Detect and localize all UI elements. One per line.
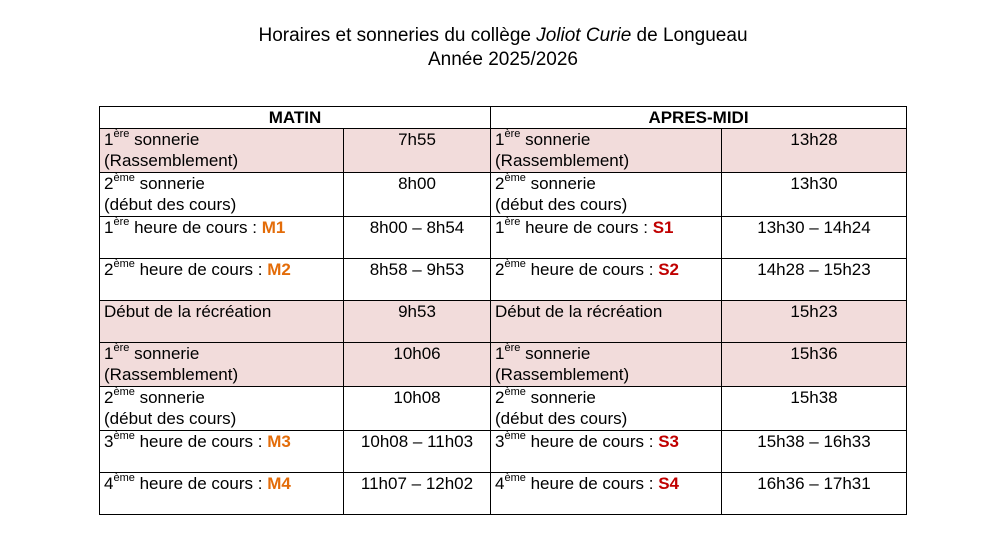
afternoon-time-cell: 15h38: [722, 387, 907, 431]
ordinal-suffix: ème: [113, 172, 135, 185]
morning-time-cell: 10h08 – 11h03: [344, 431, 491, 473]
ordinal-number: 2: [104, 174, 114, 193]
ordinal-suffix: ère: [504, 216, 521, 229]
class-code: M2: [267, 260, 291, 279]
ordinal-suffix: ème: [504, 472, 526, 485]
bell-detail: (Rassemblement): [495, 365, 630, 384]
ordinal-suffix: ème: [113, 430, 135, 443]
morning-time-cell: 10h08: [344, 387, 491, 431]
morning-label-cell: [100, 259, 344, 301]
ordinal-number: 3: [104, 432, 114, 451]
bell-detail: (début des cours): [495, 195, 628, 214]
morning-label-cell: [100, 129, 344, 173]
morning-label-cell: [100, 387, 344, 431]
title-prefix: Horaires et sonneries du collège: [258, 25, 537, 46]
morning-time-cell: 11h07 – 12h02: [344, 473, 491, 515]
morning-time-cell: 8h58 – 9h53: [344, 259, 491, 301]
morning-time-cell: 8h00 – 8h54: [344, 217, 491, 259]
afternoon-header: APRES-MIDI: [491, 107, 907, 129]
ordinal-number: 2: [104, 388, 114, 407]
morning-label-cell: [100, 301, 344, 343]
title-school-name: Joliot Curie: [536, 25, 632, 46]
schedule-table: [99, 106, 907, 515]
bell-detail: (début des cours): [104, 195, 237, 214]
document-title: [0, 24, 1006, 72]
afternoon-time-cell: 13h30 – 14h24: [722, 217, 907, 259]
morning-header: MATIN: [100, 107, 491, 129]
table-row: [100, 301, 907, 343]
class-label: heure de cours :: [134, 474, 268, 493]
afternoon-time-cell: 15h23: [722, 301, 907, 343]
ordinal-suffix: ème: [113, 386, 135, 399]
ordinal-suffix: ère: [504, 128, 521, 141]
event-label: Début de la récréation: [104, 302, 272, 321]
morning-time-cell: 10h06: [344, 343, 491, 387]
ordinal-number: 2: [495, 174, 505, 193]
morning-time-cell: 7h55: [344, 129, 491, 173]
bell-detail: (début des cours): [104, 409, 237, 428]
ordinal-number: 3: [495, 432, 505, 451]
afternoon-label-cell: [491, 431, 722, 473]
class-label: heure de cours :: [520, 218, 653, 237]
ordinal-number: 4: [104, 474, 114, 493]
class-label: heure de cours :: [525, 260, 659, 279]
bell-label: sonnerie: [520, 344, 591, 363]
bell-label: sonnerie: [129, 130, 200, 149]
bell-label: sonnerie: [129, 344, 200, 363]
class-label: heure de cours :: [129, 218, 262, 237]
table-row: [100, 473, 907, 515]
ordinal-number: 2: [495, 388, 505, 407]
bell-label: sonnerie: [525, 388, 596, 407]
morning-label-cell: [100, 343, 344, 387]
morning-label-cell: [100, 431, 344, 473]
ordinal-suffix: ère: [113, 216, 130, 229]
table-row: [100, 387, 907, 431]
ordinal-suffix: ème: [504, 172, 526, 185]
ordinal-suffix: ème: [113, 472, 135, 485]
class-label: heure de cours :: [134, 260, 268, 279]
ordinal-suffix: ème: [504, 430, 526, 443]
ordinal-suffix: ème: [113, 258, 135, 271]
afternoon-label-cell: [491, 173, 722, 217]
ordinal-number: 2: [495, 260, 505, 279]
class-label: heure de cours :: [134, 432, 268, 451]
ordinal-suffix: ère: [113, 128, 130, 141]
class-label: heure de cours :: [525, 474, 659, 493]
afternoon-label-cell: [491, 129, 722, 173]
bell-detail: (début des cours): [495, 409, 628, 428]
ordinal-number: 4: [495, 474, 505, 493]
morning-label-cell: [100, 473, 344, 515]
title-line-2: Année 2025/2026: [427, 49, 579, 70]
table-row: [100, 217, 907, 259]
afternoon-time-cell: 13h28: [722, 129, 907, 173]
bell-label: sonnerie: [134, 174, 205, 193]
class-code: S1: [652, 218, 674, 237]
class-code: M1: [261, 218, 286, 237]
afternoon-time-cell: 15h36: [722, 343, 907, 387]
bell-detail: (Rassemblement): [104, 151, 239, 170]
ordinal-number: 1: [495, 218, 505, 237]
class-code: M4: [267, 474, 291, 493]
ordinal-number: 1: [104, 218, 114, 237]
bell-detail: (Rassemblement): [495, 151, 630, 170]
afternoon-label-cell: [491, 387, 722, 431]
bell-detail: (Rassemblement): [104, 365, 239, 384]
bell-label: sonnerie: [134, 388, 205, 407]
ordinal-number: 1: [495, 130, 505, 149]
header-row: [100, 107, 907, 129]
class-label: heure de cours :: [525, 432, 659, 451]
afternoon-time-cell: 16h36 – 17h31: [722, 473, 907, 515]
event-label: Début de la récréation: [495, 302, 663, 321]
afternoon-time-cell: 13h30: [722, 173, 907, 217]
ordinal-suffix: ère: [504, 342, 521, 355]
afternoon-label-cell: [491, 343, 722, 387]
table-row: [100, 129, 907, 173]
bell-label: sonnerie: [525, 174, 596, 193]
afternoon-label-cell: [491, 217, 722, 259]
ordinal-number: 1: [495, 344, 505, 363]
afternoon-time-cell: 14h28 – 15h23: [722, 259, 907, 301]
table-row: [100, 343, 907, 387]
morning-label-cell: [100, 217, 344, 259]
class-code: M3: [267, 432, 291, 451]
class-code: S2: [658, 260, 679, 279]
afternoon-time-cell: 15h38 – 16h33: [722, 431, 907, 473]
table-row: [100, 173, 907, 217]
table-row: [100, 431, 907, 473]
morning-time-cell: 9h53: [344, 301, 491, 343]
morning-time-cell: 8h00: [344, 173, 491, 217]
ordinal-number: 2: [104, 260, 114, 279]
title-line-1: [0, 24, 1006, 48]
bell-label: sonnerie: [520, 130, 591, 149]
ordinal-suffix: ère: [113, 342, 130, 355]
ordinal-number: 1: [104, 344, 114, 363]
class-code: S3: [658, 432, 679, 451]
morning-label-cell: [100, 173, 344, 217]
title-suffix: de Longueau: [631, 25, 748, 46]
ordinal-suffix: ème: [504, 386, 526, 399]
class-code: S4: [658, 474, 679, 493]
ordinal-suffix: ème: [504, 258, 526, 271]
ordinal-number: 1: [104, 130, 114, 149]
afternoon-label-cell: [491, 259, 722, 301]
afternoon-label-cell: [491, 301, 722, 343]
schedule-body: [100, 129, 907, 515]
table-row: [100, 259, 907, 301]
afternoon-label-cell: [491, 473, 722, 515]
